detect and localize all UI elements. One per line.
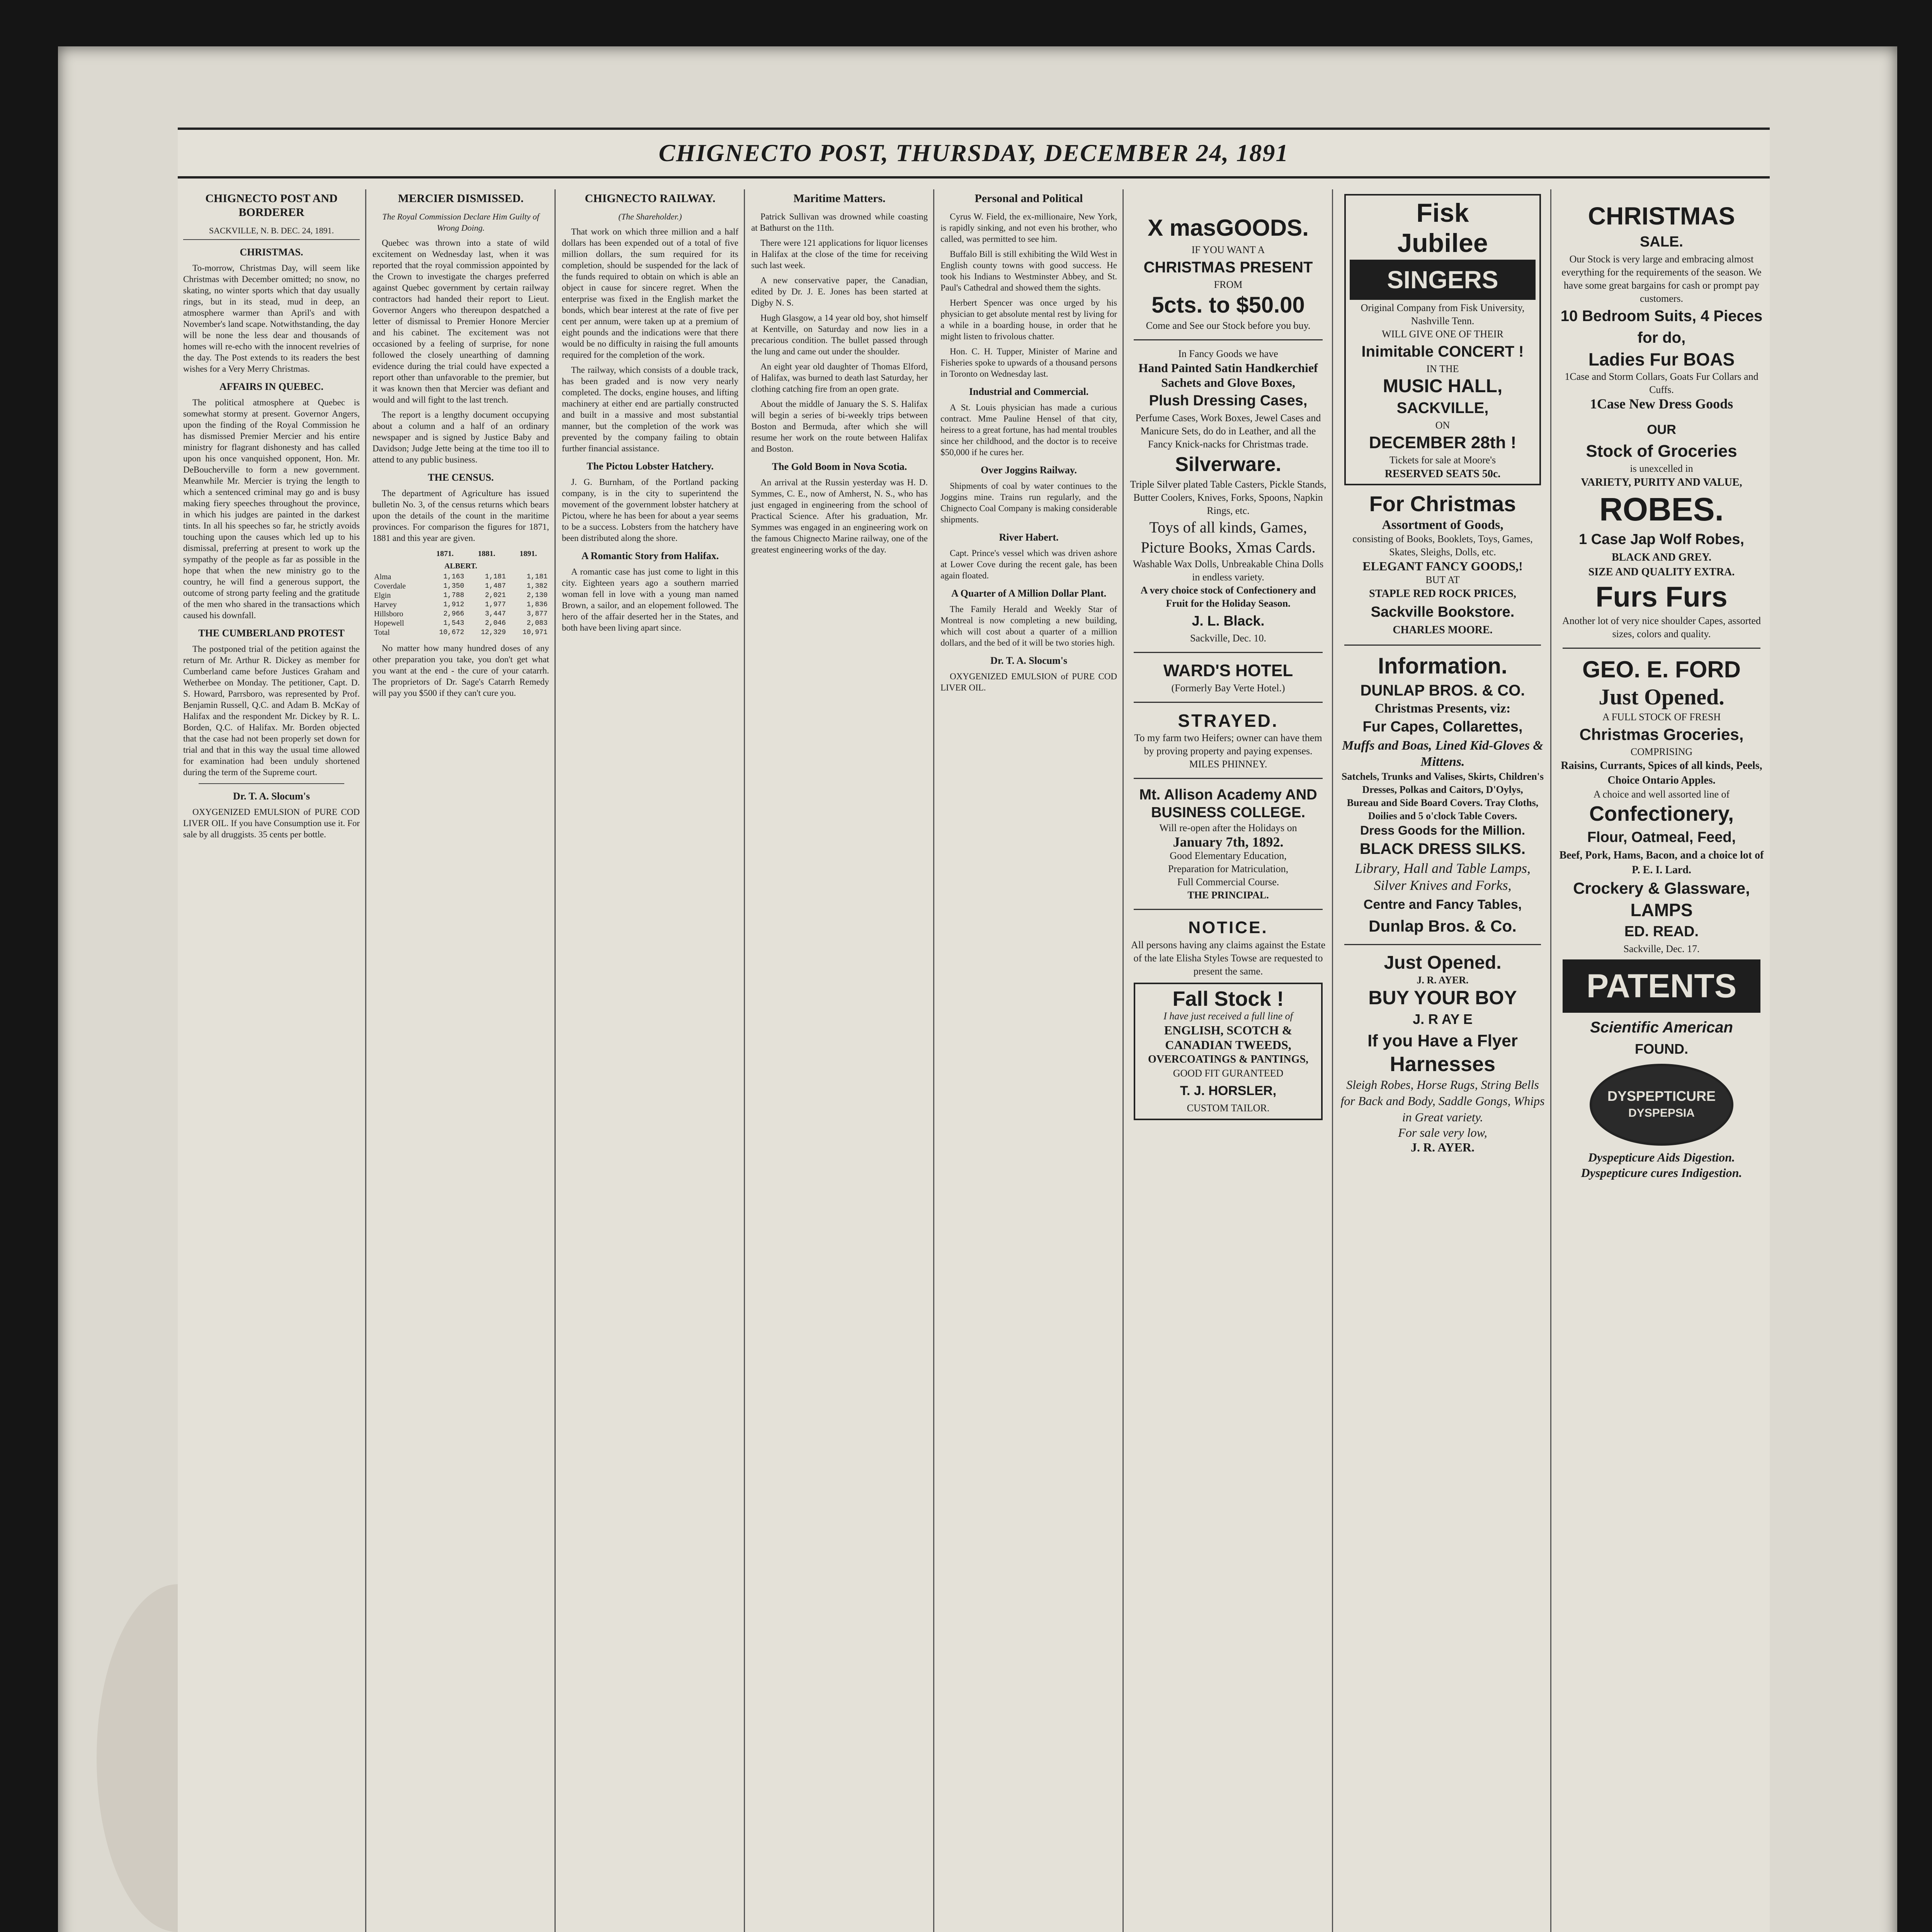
ad-text: 1 Case Jap Wolf Robes, <box>1579 531 1744 548</box>
ad-text: (Formerly Bay Verte Hotel.) <box>1171 682 1285 694</box>
cell: 2,083 <box>526 619 548 627</box>
table-row <box>372 619 549 628</box>
census-table <box>372 548 549 637</box>
ad-text: Preparation for Matriculation, <box>1168 863 1289 874</box>
ad-text: Original Company from Fisk University, Nashville Tenn. <box>1361 302 1525 327</box>
table-row <box>372 572 549 582</box>
table-row <box>372 600 549 609</box>
ad-information: Information. <box>1378 653 1508 679</box>
ad-text: MUSIC HALL, <box>1383 376 1503 396</box>
heading-cumberland: THE CUMBERLAND PROTEST <box>198 628 345 639</box>
ad-buy-your-boy: BUY YOUR BOY <box>1368 987 1517 1009</box>
census-county: ALBERT. <box>444 562 478 570</box>
ad-text: THE PRINCIPAL. <box>1187 889 1269 901</box>
divider <box>1344 645 1541 646</box>
ad-text: ON <box>1435 420 1450 431</box>
dyspepticure-logo <box>1590 1064 1733 1146</box>
ad-text: Our Stock is very large and embracing almost everything for the requirements of the season. We have some great bargains for cash or prompt pay customers. <box>1561 253 1762 304</box>
mercier-text-2: The report is a lengthy document occupying about a column and a half of an ordinary newspaper and is signed by Justice Baby and Davidson; Judge Jette being at the time too ill to attend to any public business. <box>372 410 549 464</box>
mercier-subtitle: The Royal Commission Declare Him Guilty of Wrong Doing. <box>382 212 539 233</box>
ad-text: J. R AY E <box>1413 1011 1473 1027</box>
ad-text: T. J. HORSLER, <box>1180 1083 1277 1098</box>
ad-text: Fall Stock ! <box>1172 987 1284 1010</box>
ad-text: Picture Books, Xmas Cards. <box>1141 539 1316 556</box>
ad-text: Good Elementary Education, <box>1170 850 1287 861</box>
cell: 1,350 <box>443 582 464 590</box>
ad-patents: PATENTS <box>1563 959 1760 1013</box>
ad-text: All persons having any claims against the Estate of the late Elisha Styles Towse are requested to present the same. <box>1131 939 1326 977</box>
ad-slocum: OXYGENIZED EMULSION of PURE COD LIVER OIL. If you have Consumption use it. For sale by all druggists. 35 cents per bottle. <box>183 807 360 839</box>
romantic-text: A romantic case has just come to light in this city. Eighteen years ago a southern married woman fell in love with a young man named Brown, a sailor, and an elopement followed. The hero of the affair deserted her in the States, and both have been living apart since. <box>562 567 738 633</box>
cell: 1,163 <box>443 573 464 581</box>
article-cumberland: The postponed trial of the petition against the return of Mr. Arthur R. Dickey as member for Cumberland came before Justices Graham and Wetherbee on Monday. The petitioner, Capt. D. S. Howard, Parrsboro, was represented by Prof. Benjamin Russell, Q.C. and Adam B. McKay of Halifax and the respondent Mr. Dickey by R. L. Borden, Q.C. of Halifax. Mr. Borden objected that the case had not been properly set down for trial and that in this way the usual time allowed for examination had been unduly shortened during the term of the Supreme court. <box>183 644 360 777</box>
divider <box>1344 944 1541 945</box>
ad-text: consisting of Books, Booklets, Toys, Games, Skates, Sleighs, Dolls, etc. <box>1352 533 1533 558</box>
census-head: 1891. <box>519 549 537 558</box>
railway-text-1: That work on which three million and a half dollars has been expended out of a total of five million dollars, the sum required for its completion, should be suspended for the lack of the funds required to obtain on which is able an object in cause for sincere regret. When the enterprise was fixed in the English market the bonds, which bear interest at the rate of five per cent per annum, were taken up at a premium of eight pounds and the indications were that there would be no difficulty in raising the full amounts required for the completion of the work. <box>562 227 738 360</box>
ad-text: Washable Wax Dolls, Unbreakable China Dolls in endless variety. <box>1133 558 1324 583</box>
railway-subtitle: (The Shareholder.) <box>618 212 682 221</box>
ad-text: VARIETY, PURITY AND VALUE, <box>1581 476 1742 488</box>
ad-text: 1Case and Storm Collars, Goats Fur Collars and Cuffs. <box>1565 371 1759 395</box>
ad-text: Jubilee <box>1397 228 1488 258</box>
ad-price: 5cts. to $50.00 <box>1151 293 1305 318</box>
ad-ford: GEO. E. FORD <box>1582 656 1741 682</box>
ad-robes: ROBES. <box>1599 491 1724 527</box>
column-mercier <box>367 189 556 1932</box>
ad-text: GOOD FIT GURANTEED <box>1173 1068 1284 1079</box>
article-christmas: To-morrow, Christmas Day, will seem like Christmas with December omitted; no snow, no skating, no winter sports which that day usually rings, but in its stead, mud in deep, an atmosphere warmer than April's and with November's land scape. Notwithstanding, the day will be none the less dear and thousands of homes will re-echo with the innocent revelries of the day. The Post extends to its readers the best wishes for a Very Merry Christmas. <box>183 263 360 374</box>
ad-text: Inimitable CONCERT ! <box>1361 343 1524 360</box>
ad-text: MILES PHINNEY. <box>1189 759 1267 770</box>
ad-text: LAMPS <box>1630 900 1693 920</box>
joggins-text: Shipments of coal by water continues to the Joggins mine. Trains run regularly, and the Chignecto Coal Company is making considerable shipments. <box>940 481 1117 524</box>
cell: Hopewell <box>374 619 404 628</box>
personal-item: Cyrus W. Field, the ex-millionaire, New York, is rapidly sinking, and not even his brother, who called, was permitted to see him. <box>940 212 1117 244</box>
ad-text: A very choice stock of Confectionery and Fruit for the Holiday Season. <box>1140 585 1316 609</box>
ad-text: SINGERS <box>1350 260 1536 300</box>
ad-text: WILL GIVE ONE OF THEIR <box>1382 328 1503 340</box>
mercier-text-3: No matter how many hundred doses of any other preparation you take, you don't get what you want at the end - the cure of your catarrh. The proprietors of Dr. Sage's Catarrh Remedy will pay you $500 if they can't cure you. <box>372 643 549 698</box>
cell: 1,788 <box>443 592 464 599</box>
ad-text: CHARLES MOORE. <box>1393 624 1493 636</box>
ad-text: BUT AT <box>1425 574 1460 585</box>
heading-lobster: The Pictou Lobster Hatchery. <box>587 461 714 472</box>
cell: 10,672 <box>439 629 464 636</box>
ad-text: OUR <box>1647 422 1676 437</box>
heading-slocum: Dr. T. A. Slocum's <box>233 791 310 802</box>
ad-text: J. R. AYER. <box>1417 975 1469 986</box>
ad-text: STAPLE RED ROCK PRICES, <box>1369 588 1516 600</box>
ad-text: Just Opened. <box>1599 684 1725 709</box>
maritime-item: An eight year old daughter of Thomas Elford, of Halifax, was burned to death last Saturday, her clothing catching fire from an open grate. <box>751 362 928 394</box>
census-head: 1881. <box>478 549 495 558</box>
mercier-title: MERCIER DISMISSED. <box>398 192 524 205</box>
ad-text: Muffs and Boas, Lined Kid-Gloves & Mittens. <box>1342 738 1543 769</box>
heading-joggins: Over Joggins Railway. <box>981 464 1077 476</box>
ad-text: A FULL STOCK OF FRESH <box>1602 711 1721 723</box>
heading-quarter: A Quarter of A Million Dollar Plant. <box>951 588 1107 599</box>
cell: Total <box>374 628 390 637</box>
ad-text: Triple Silver plated Table Casters, Pickle Stands, Butter Coolers, Knives, Forks, Spoons, Napkin Rings, etc. <box>1130 479 1327 516</box>
heading-slocum: Dr. T. A. Slocum's <box>990 655 1067 666</box>
quarter-text: The Family Herald and Weekly Star of Montreal is now completing a new building, which will cost about a quarter of a million dollars, and the bed of it will be two stories high. <box>940 604 1117 648</box>
cell: 1,543 <box>443 619 464 627</box>
hebert-text: Capt. Prince's vessel which was driven ashore at Lower Cove during the recent gale, has been again floated. <box>940 548 1117 580</box>
divider <box>1134 652 1323 653</box>
cell: 3,447 <box>485 610 506 618</box>
ad-text: DECEMBER 28th ! <box>1369 433 1517 452</box>
heading-christmas: CHRISTMAS. <box>240 247 303 258</box>
divider <box>1134 909 1323 910</box>
ad-text: BLACK DRESS SILKS. <box>1360 840 1526 857</box>
divider <box>1563 648 1760 649</box>
ad-text: J. R. AYER. <box>1410 1140 1475 1154</box>
cell: Coverdale <box>374 582 406 590</box>
ad-text: Centre and Fancy Tables, <box>1363 897 1522 912</box>
cell: 2,046 <box>485 619 506 627</box>
ad-text: 10 Bedroom Suits, 4 Pieces for do, <box>1560 308 1763 346</box>
ad-text: Tickets for sale at Moore's <box>1389 454 1496 466</box>
ad-harnesses: Harnesses <box>1389 1053 1496 1076</box>
ad-text: IF YOU WANT A <box>1191 244 1265 255</box>
ad-for-christmas: For Christmas <box>1369 492 1516 516</box>
ad-text: Ladies Fur BOAS <box>1588 349 1735 369</box>
table-row <box>372 591 549 600</box>
column-ads-ford <box>1553 189 1770 1932</box>
divider <box>1134 778 1323 779</box>
ad-text: CUSTOM TAILOR. <box>1187 1102 1270 1114</box>
ad-text: Dyspepticure Aids Digestion. Dyspepticure cures Indigestion. <box>1581 1150 1742 1180</box>
ad-xmas-goods: X masGOODS. <box>1148 215 1309 241</box>
ad-text: FOUND. <box>1635 1041 1688 1057</box>
ad-text: Confectionery, <box>1589 802 1734 825</box>
divider <box>1134 702 1323 703</box>
ad-text: Another lot of very nice shoulder Capes, assorted sizes, colors and quality. <box>1562 615 1761 639</box>
dateline: SACKVILLE, N. B. DEC. 24, 1891. <box>183 225 360 240</box>
cell: 1,836 <box>526 601 548 609</box>
ad-text: Come and See our Stock before you buy. <box>1146 320 1311 331</box>
ad-text: BLACK AND GREY. <box>1611 551 1711 563</box>
ad-silverware: Silverware. <box>1175 453 1281 476</box>
ad-text: Raisins, Currants, Spices of all kinds, Peels, Choice Ontario Apples. <box>1561 760 1762 786</box>
cell: 1,487 <box>485 582 506 590</box>
ad-text: Sackville Bookstore. <box>1371 604 1515 620</box>
ad-allison: Mt. Allison Academy AND BUSINESS COLLEGE. <box>1139 787 1317 821</box>
ad-text: A choice and well assorted line of <box>1593 789 1730 800</box>
table-row <box>372 582 549 591</box>
ad-text: RESERVED SEATS 50c. <box>1384 468 1501 480</box>
cell: 1,912 <box>443 601 464 609</box>
ad-text: Library, Hall and Table Lamps, Silver Knives and Forks, <box>1355 861 1531 893</box>
newspaper-page <box>178 128 1770 1932</box>
ad-text: OVERCOATINGS & PANTINGS, <box>1148 1053 1309 1065</box>
cell: 2,966 <box>443 610 464 618</box>
ad-text: is unexcelled in <box>1630 463 1693 474</box>
ad-fisk <box>1344 194 1541 485</box>
heading-gold: The Gold Boom in Nova Scotia. <box>772 461 907 472</box>
ad-text: IN THE <box>1426 363 1459 374</box>
heading-census: THE CENSUS. <box>428 472 494 483</box>
maritime-item: Patrick Sullivan was drowned while coasting at Bathurst on the 11th. <box>751 212 928 233</box>
ad-text: Sleigh Robes, Horse Rugs, String Bells for Back and Body, Saddle Gongs, Whips in Great variety. <box>1340 1078 1545 1124</box>
cell: Harvey <box>374 600 397 609</box>
maritime-item: Hugh Glasgow, a 14 year old boy, shot himself at Kentville, on Saturday and now lies in a precarious condition. The bullet passed through the lung and came out under the shoulder. <box>751 313 928 356</box>
ad-just-opened: Just Opened. <box>1384 952 1502 973</box>
cell: 2,021 <box>485 592 506 599</box>
ad-text: Scientific American <box>1590 1019 1733 1036</box>
cell: Alma <box>374 573 391 581</box>
ad-text: SIZE AND QUALITY EXTRA. <box>1588 566 1735 578</box>
ad-text: DUNLAP BROS. & CO. <box>1360 682 1525 699</box>
ad-text: For sale very low, <box>1398 1126 1487 1139</box>
ad-text: DYSPEPSIA <box>1628 1107 1695 1119</box>
ad-text: FROM <box>1214 279 1243 290</box>
ad-text: January 7th, 1892. <box>1173 834 1284 850</box>
ad-strayed: STRAYED. <box>1178 711 1279 731</box>
railway-title: CHIGNECTO RAILWAY. <box>585 192 716 205</box>
ad-text: Fur Capes, Collarettes, <box>1362 719 1523 735</box>
ad-text: CHRISTMAS PRESENT <box>1143 259 1313 276</box>
railway-text-2: The railway, which consists of a double track, has been graded and is now very nearly completed. The docks, engine houses, and lifting machinery at either end are partially constructed and built in a massive and most substantial manner, but the completion of the work was prevented by the company failing to obtain further financial assistance. <box>562 365 738 453</box>
article-quebec: The political atmosphere at Quebec is somewhat stormy at present. Governor Angers, upon the finding of the Royal Commission he has dismissed Premier Mercier and his entire ministry for flagrant dishonesty and has called upon his once vanquished opponent, Hon. Mr. DeBoucherville to form a new government. Meanwhile Mr. Mercier is trying the length to which a sentenced criminal may go and is busy making fiery speeches throughout the province, in which his judges are painted in the darkest tints. In all his speeches so far, he strictly avoids touching upon the causes which led up to his dismissal, preferring at present to work up the sympathy of the people as far as possible in the hope that when the new ministry go to the country, he will find a generous support, the outcome of strong party feeling and the gratitude of the men who shared in the transactions which caused his downfall. <box>183 398 360 620</box>
maritime-title: Maritime Matters. <box>793 192 886 205</box>
ad-text: SACKVILLE, <box>1396 400 1489 417</box>
ad-text: SALE. <box>1640 234 1683 250</box>
table-row <box>372 609 549 619</box>
heading-romantic: A Romantic Story from Halifax. <box>581 550 719 561</box>
personal-item: Herbert Spencer was once urged by his physician to get absolute mental rest by living for a while in a boarding house, in order that he might listen to frivolous chatter. <box>940 298 1117 341</box>
maritime-item: A new conservative paper, the Canadian, edited by Dr. J. E. Jones has been started at Digby N. S. <box>751 276 928 308</box>
heading-hebert: River Habert. <box>999 532 1059 543</box>
lobster-text: J. G. Burnham, of the Portland packing company, is in the city to superintend the movement of the government lobster hatchery at Pictou, where he has been for about a year seems to be a success. Lobsters from the hatchery have been distributed along the shore. <box>562 477 738 543</box>
ad-text: Stock of Groceries <box>1586 442 1737 461</box>
cell: 1,181 <box>485 573 506 581</box>
cell: 1,382 <box>526 582 548 590</box>
cell: 10,971 <box>522 629 548 636</box>
column-editorial <box>178 189 366 1932</box>
ad-christmas-sale: CHRISTMAS <box>1588 202 1735 230</box>
ad-text: Flour, Oatmeal, Feed, <box>1587 829 1736 845</box>
column-personal <box>935 189 1124 1932</box>
divider <box>199 783 344 784</box>
census-head: 1871. <box>436 549 454 558</box>
maritime-item: There were 121 applications for liquor licenses in Halifax at the close of the time for receiving such last week. <box>751 238 928 270</box>
ad-text: Full Commercial Course. <box>1177 876 1279 888</box>
divider <box>1134 339 1323 340</box>
ad-text: Toys of all kinds, Games, <box>1149 519 1307 536</box>
ad-text: Christmas Presents, viz: <box>1374 701 1511 716</box>
ad-text: Hand Painted Satin Handkerchief Sachets and Glove Boxes, <box>1138 361 1318 389</box>
ad-signature: J. L. Black. <box>1192 613 1265 629</box>
cell: 12,329 <box>481 629 506 636</box>
ad-text: DYSPEPTICURE <box>1607 1088 1716 1104</box>
cell: Elgin <box>374 591 391 600</box>
industrial-text: A St. Louis physician has made a curious contract. Mme Pauline Hensel of that city, heiress to a great fortune, has had mental troubles since her childhood, and the doctor is to receive $50,000 if he cures her. <box>940 403 1117 457</box>
ad-text: Beef, Pork, Hams, Bacon, and a choice lot of P. E. I. Lard. <box>1559 849 1764 876</box>
masthead: CHIGNECTO POST, THURSDAY, DECEMBER 24, 1891 <box>178 128 1770 179</box>
ad-text: Dress Goods for the Million. <box>1360 823 1525 837</box>
gold-text: An arrival at the Russin yesterday was H. D. Symmes, C. E., now of Amherst, N. S., who has just engaged in engineering from the school of Practical Science. After his graduation, Mr. Symmes was engaged in an engineering work on the famous Chignecto Marine railway, one of the greatest engineering works of the day. <box>751 478 928 554</box>
ad-text: COMPRISING <box>1630 746 1693 757</box>
census-head <box>372 548 424 560</box>
cell: 1,977 <box>485 601 506 609</box>
ad-furs: Furs Furs <box>1595 581 1728 613</box>
ad-text: To my farm two Heifers; owner can have them by proving property and paying expenses. <box>1134 732 1322 757</box>
ad-text: Sackville, Dec. 17. <box>1623 943 1700 954</box>
column-maritime <box>746 189 934 1932</box>
cell: Hillsboro <box>374 610 403 618</box>
ad-text: Satchels, Trunks and Valises, Skirts, Children's Dresses, Polkas and Caitors, D'Oylys, <box>1341 771 1544 795</box>
ad-text: In Fancy Goods we have <box>1178 348 1278 359</box>
ad-text: Christmas Groceries, <box>1579 725 1744 743</box>
ad-text: Crockery & Glassware, <box>1573 879 1750 897</box>
table-row <box>372 628 549 637</box>
ad-slocum: OXYGENIZED EMULSION of PURE COD LIVER OIL. <box>940 672 1117 692</box>
maritime-item: About the middle of January the S. S. Halifax will begin a series of bi-weekly trips between Boston and Bermuda, after which she will resume her work on the route between Halifax and Boston. <box>751 399 928 454</box>
ad-flyer: If you Have a Flyer <box>1367 1031 1518 1050</box>
ad-text: ENGLISH, SCOTCH & CANADIAN TWEEDS, <box>1164 1023 1293 1052</box>
ad-text: ED. READ. <box>1624 923 1699 940</box>
ad-text: Perfume Cases, Work Boxes, Jewel Cases and Manicure Sets, do do in Leather, and all the Fancy Knick-nacks for Christmas trade. <box>1135 412 1321 450</box>
column-railway <box>556 189 745 1932</box>
ad-text: Bureau and Side Board Covers. Tray Cloths, Doilies and 5 o'clock Table Covers. <box>1347 797 1539 821</box>
personal-item: Buffalo Bill is still exhibiting the Wild West in English county towns with good success. He took his Indians to Westminster Abbey, and St. Paul's Cathedral and showed them the sights. <box>940 249 1117 293</box>
column-ads-black <box>1124 189 1333 1932</box>
column-ads-fisk <box>1335 189 1551 1932</box>
ad-fall-stock <box>1134 983 1323 1120</box>
ad-text: Assortment of Goods, <box>1382 518 1503 532</box>
ad-text: Will re-open after the Holidays on <box>1159 822 1297 833</box>
ad-text: ELEGANT FANCY GOODS,! <box>1362 559 1523 573</box>
heading-quebec: AFFAIRS IN QUEBEC. <box>219 381 323 392</box>
cell: 3,877 <box>526 610 548 618</box>
personal-item: Hon. C. H. Tupper, Minister of Marine and Fisheries spoke to upwards of a thousand persons in Toronto on Wednesday last. <box>940 347 1117 379</box>
ad-text: 1Case New Dress Goods <box>1590 396 1733 412</box>
ad-notice: NOTICE. <box>1188 918 1268 937</box>
personal-title: Personal and Political <box>975 192 1083 205</box>
editorial-title: CHIGNECTO POST AND BORDERER <box>205 192 338 219</box>
mercier-text-1: Quebec was thrown into a state of wild excitement on Wednesday last, when it was reported that the royal commission appointed by the Crown to investigate the charges preferred against Quebec government by certain railway contractors had handed their report to Lieut. Governor Angers who thereupon despatched a letter of dismissal to Premier Honore Mercier and his cabinet. The excitement was not occasioned by a feeling of surprise, for none followed the closely unearthing of damning evidence during the trial could have expected a report other than unfavorable to the premier, but it was known then that Mercier was defiant and would and will fight to the last trench. <box>372 238 549 405</box>
ad-text: Plush Dressing Cases, <box>1149 393 1308 409</box>
ad-text: Fisk <box>1416 198 1469 228</box>
ad-text: Sackville, Dec. 10. <box>1190 633 1267 644</box>
cell: 1,181 <box>526 573 548 581</box>
cell: 2,130 <box>526 592 548 599</box>
ad-text: I have just received a full line of <box>1163 1010 1293 1022</box>
heading-industrial: Industrial and Commercial. <box>969 386 1089 397</box>
ad-text: Dunlap Bros. & Co. <box>1369 917 1517 935</box>
ad-hotel: WARD'S HOTEL <box>1163 661 1293 680</box>
columns <box>178 189 1770 1932</box>
census-text: The department of Agriculture has issued bulletin No. 3, of the census returns which bears upon the details of the count in the maritime provinces. For comparison the figures for 1871, 1881 and this year are given. <box>372 488 549 543</box>
